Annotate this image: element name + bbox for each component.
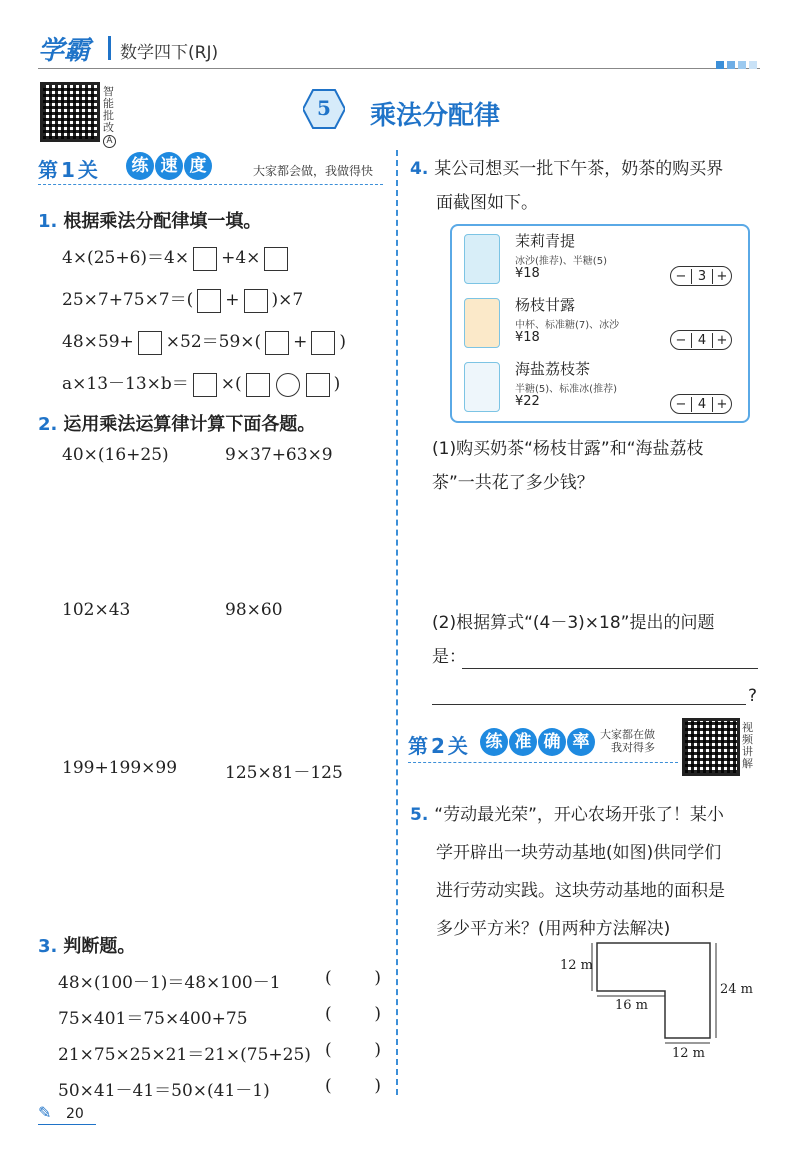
- level1-char: 度: [184, 152, 212, 180]
- level2-underline: [408, 762, 678, 763]
- level1-char: 速: [155, 152, 183, 180]
- pencil-icon: ✎: [38, 1103, 52, 1122]
- answer-box[interactable]: [193, 373, 217, 397]
- q4-sub1: (1)购买奶茶“杨枝甘露”和“海盐荔枝 茶”一共花了多少钱？: [432, 439, 704, 493]
- level2-num: 2: [431, 734, 445, 758]
- level2-char: 练: [480, 728, 508, 756]
- product-price: ¥22: [515, 394, 540, 409]
- column-divider: [396, 150, 398, 1095]
- q5-text: 5. “劳动最光荣”，开心农场开张了！某小 学开辟出一块劳动基地(如图)供同学们 进行劳动实践。这块劳动基地的面积是 多少平方米？(用两种方法解决): [410, 805, 725, 939]
- q3-item: 48×(100－1)＝48×100－1: [58, 973, 281, 993]
- subject-label: 数学四下(RJ): [120, 43, 219, 63]
- answer-box[interactable]: [306, 373, 330, 397]
- level1-suffix: 关: [77, 158, 98, 182]
- answer-box[interactable]: [244, 289, 268, 313]
- product-name: 海盐荔枝茶: [515, 360, 591, 378]
- answer-line[interactable]: [432, 704, 746, 705]
- judge-answer-slot[interactable]: ( ): [325, 1040, 381, 1060]
- lesson-number: 5: [317, 96, 331, 120]
- quantity-stepper[interactable]: [670, 394, 732, 414]
- q1-line-1: 4×(25+6)＝4× +4×: [62, 243, 292, 271]
- answer-line[interactable]: [462, 668, 758, 669]
- level1-banner: [38, 152, 383, 186]
- minus-button[interactable]: −: [671, 269, 692, 284]
- q2-item: 199+199×99: [62, 758, 178, 778]
- qr-label-video: 视频讲解: [742, 721, 753, 770]
- header: [38, 30, 760, 70]
- brand-logo: 学霸: [38, 36, 91, 66]
- level1-underline: [38, 184, 383, 185]
- minus-button[interactable]: −: [671, 333, 692, 348]
- dim-bottom: 12 m: [672, 1046, 706, 1061]
- operator-circle[interactable]: [276, 373, 300, 397]
- answer-box[interactable]: [264, 247, 288, 271]
- q2-item: 40×(16+25): [62, 445, 169, 465]
- quantity-stepper[interactable]: [670, 266, 732, 286]
- header-dots: [716, 54, 757, 73]
- page-number: 20: [66, 1106, 84, 1122]
- level1-prefix: 第: [38, 158, 58, 182]
- answer-box[interactable]: [193, 247, 217, 271]
- q4-text: 4. 某公司想买一批下午茶，奶茶的购买界 面截图如下。: [410, 159, 724, 213]
- level2-char: 准: [509, 728, 537, 756]
- footer-rule: [38, 1124, 96, 1125]
- land-plot-shape: [597, 943, 710, 1038]
- header-rule: [38, 68, 760, 69]
- level2-banner: [408, 724, 678, 764]
- quantity-stepper[interactable]: [670, 330, 732, 350]
- dim-left: 12 m: [560, 958, 594, 973]
- qr-code-video[interactable]: [682, 718, 740, 776]
- answer-box[interactable]: [265, 331, 289, 355]
- level2-char: 率: [567, 728, 595, 756]
- quantity-value: 4: [697, 332, 707, 348]
- q1-line-4: a×13－13×b＝ ×( ): [62, 369, 340, 397]
- q1-title: 1. 根据乘法分配律填一填。: [38, 211, 262, 232]
- question-mark: ?: [748, 686, 758, 706]
- answer-box[interactable]: [246, 373, 270, 397]
- level1-num: 1: [61, 158, 75, 182]
- q4-sub2: (2)根据算式“(4－3)×18”提出的问题 是：: [432, 613, 715, 667]
- judge-answer-slot[interactable]: ( ): [325, 968, 381, 988]
- level2-prefix: 第: [408, 734, 428, 758]
- product-price: ¥18: [515, 330, 540, 345]
- quantity-value: 4: [697, 396, 707, 412]
- product-name: 杨枝甘露: [515, 296, 576, 314]
- level2-char: 确: [538, 728, 566, 756]
- qr-label-grading: 智能批改A: [103, 85, 114, 146]
- plus-button[interactable]: +: [712, 333, 731, 348]
- product-desc: 冰沙(推荐)、半糖(5): [515, 256, 607, 267]
- product-desc: 半糖(5)、标准冰(推荐): [515, 384, 617, 395]
- q3-item: 75×401＝75×400+75: [58, 1009, 248, 1029]
- brand-divider: [108, 36, 111, 60]
- q2-title: 2. 运用乘法运算律计算下面各题。: [38, 414, 316, 435]
- q2-item: 125×81－125: [225, 763, 343, 783]
- product-price: ¥18: [515, 266, 540, 281]
- order-card: [450, 224, 750, 423]
- q3-item: 50×41－41＝50×(41－1): [58, 1081, 270, 1101]
- plus-button[interactable]: +: [712, 269, 731, 284]
- judge-answer-slot[interactable]: ( ): [325, 1004, 381, 1024]
- q2-item: 9×37+63×9: [225, 445, 333, 465]
- judge-answer-slot[interactable]: ( ): [325, 1076, 381, 1096]
- q3-item: 21×75×25×21＝21×(75+25): [58, 1045, 311, 1065]
- q2-item: 102×43: [62, 600, 131, 620]
- minus-button[interactable]: −: [671, 397, 692, 412]
- milk-tea-cup-icon: [464, 234, 500, 284]
- dim-right: 24 m: [720, 982, 754, 997]
- product-desc: 中杯、标准糖(7)、冰沙: [515, 320, 620, 331]
- answer-box[interactable]: [311, 331, 335, 355]
- milk-tea-cup-icon: [464, 362, 500, 412]
- lesson-title: 乘法分配律: [370, 101, 501, 131]
- level1-char: 练: [126, 152, 154, 180]
- plus-button[interactable]: +: [712, 397, 731, 412]
- answer-box[interactable]: [138, 331, 162, 355]
- quantity-value: 3: [697, 268, 707, 284]
- milk-tea-cup-icon: [464, 298, 500, 348]
- q1-line-3: 48×59+ ×52＝59×( + ): [62, 327, 346, 355]
- dim-middle: 16 m: [615, 998, 649, 1013]
- answer-box[interactable]: [197, 289, 221, 313]
- level2-slogan: 大家都在做 我对得多: [600, 728, 655, 754]
- q1-line-2: 25×7+75×7＝( + )×7: [62, 285, 303, 313]
- level1-slogan: 大家都会做，我做得快: [253, 164, 374, 178]
- q2-item: 98×60: [225, 600, 283, 620]
- lesson-number-badge: [303, 88, 345, 130]
- q3-title: 3. 判断题。: [38, 936, 136, 957]
- product-name: 茉莉青提: [515, 232, 576, 250]
- qr-code-grading[interactable]: [40, 82, 100, 142]
- level2-suffix: 关: [447, 734, 468, 758]
